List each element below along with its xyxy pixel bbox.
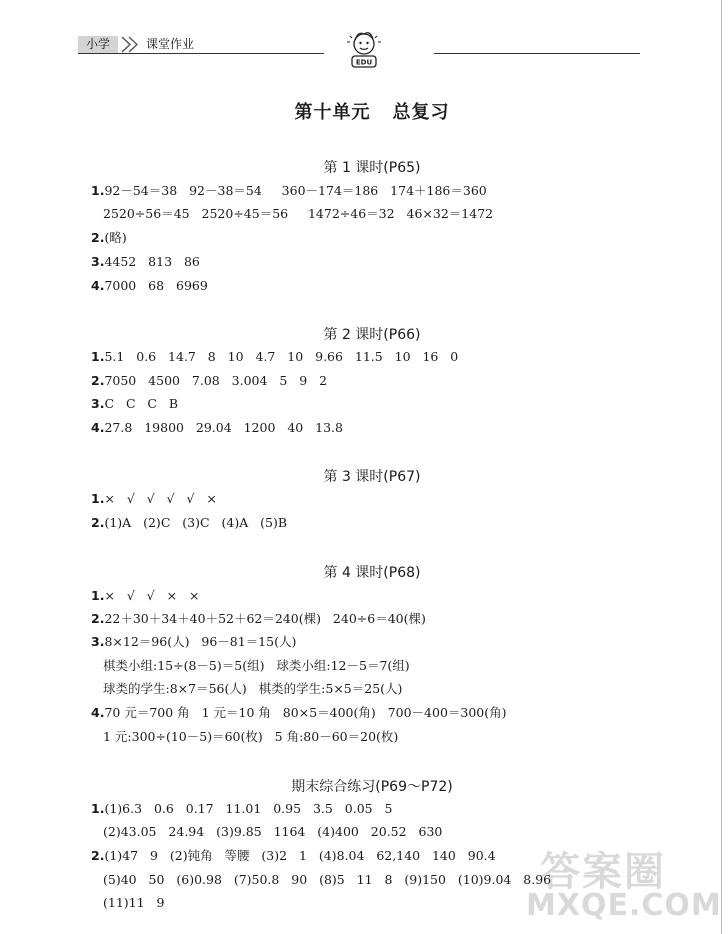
answer-text: × √ √ × × [104,588,200,603]
answer-line [103,681,402,697]
answer-line [91,491,217,507]
question-number: 2. [91,373,105,388]
answer-line [91,515,287,531]
question-number: 3. [91,634,105,649]
answer-line [103,729,398,745]
question-number: 1. [91,801,105,816]
answer-text: 5.1 0.6 14.7 8 10 4.7 10 9.66 11.5 10 16 0 [104,349,459,364]
answer-text: 球类的学生:8×7＝56(人) 棋类的学生:5×5＝25(人) [103,681,403,696]
answer-line [91,396,178,412]
answer-line [91,801,392,817]
answer-line [91,183,487,199]
answer-text: 27.8 19800 29.04 1200 40 13.8 [104,420,343,435]
answer-text: (1)47 9 (2)钝角 等腰 (3)2 1 (4)8.04 62,140 140 90.4 [104,848,496,863]
answer-text: (11)11 9 [103,895,165,910]
answer-line [91,634,296,650]
question-number: 1. [91,491,105,506]
answer-text: 8×12＝96(人) 96－81＝15(人) [104,634,297,649]
question-number: 2. [91,230,105,245]
header-subtitle: 课堂作业 [146,37,195,51]
title-part-1: 第十单元 [294,102,371,123]
header-rule-left [78,53,324,54]
mascot-sign: EDU [355,58,373,67]
header-tag: 小学 [78,36,118,53]
answer-text: (略) [104,230,127,245]
section-title: 期末综合练习(P69～P72) [291,779,453,795]
mascot-icon [340,28,388,76]
answer-text: 92－54＝38 92－38＝54 360－174＝186 174＋186＝360 [104,183,487,198]
question-number: 1. [91,588,105,603]
question-number: 2. [91,848,105,863]
answer-line [91,705,507,721]
question-number: 4. [91,420,105,435]
answer-text: 1 元:300÷(10－5)＝60(枚) 5 角:80－60＝20(枚) [103,729,399,744]
question-number: 1. [91,349,105,364]
answer-text: 7050 4500 7.08 3.004 5 9 2 [104,373,328,388]
answer-text: 4452 813 86 [104,254,200,269]
answer-line [103,206,493,222]
answer-text: 2520÷56＝45 2520÷45＝56 1472÷46＝32 46×32＝1472 [103,206,494,221]
answer-line [91,588,200,604]
answer-text: (5)40 50 (6)0.98 (7)50.8 90 (8)5 11 8 (9)150 (10)9.04 8.96 [103,872,552,887]
answer-text: 棋类小组:15÷(8－5)＝5(组) 球类小组:12－5＝7(组) [103,658,410,673]
answer-line [103,824,442,840]
question-number: 3. [91,396,105,411]
page-title [8,98,728,124]
answer-line [91,611,426,627]
question-number: 1. [91,183,105,198]
answer-text: C C C B [104,396,179,411]
question-number: 4. [91,705,105,720]
answer-text: (1)6.3 0.6 0.17 11.01 0.95 3.5 0.05 5 [104,801,393,816]
answer-line [103,658,410,674]
section-title: 第 1 课时(P65) [323,160,421,176]
watermark-bottom: MXQE.COM [526,888,722,923]
answer-text: (2)43.05 24.94 (3)9.85 1164 (4)400 20.52 630 [103,824,443,839]
answer-line [103,872,551,888]
question-number: 4. [91,278,105,293]
chevron-double-icon [120,36,142,53]
answer-line [91,349,458,365]
answer-line [91,278,208,294]
watermark-top: 答案圈 [540,849,666,895]
answer-line [91,848,496,864]
answer-line [91,373,327,389]
answer-text: 7000 68 6969 [104,278,208,293]
section-title: 第 2 课时(P66) [323,327,421,343]
answer-text: 70 元＝700 角 1 元＝10 角 80×5＝400(角) 700－400＝300(角) [104,705,507,720]
question-number: 3. [91,254,105,269]
section-title: 第 3 课时(P67) [323,469,421,485]
answer-text: (1)A (2)C (3)C (4)A (5)B [104,515,288,530]
answer-line [91,420,343,436]
title-part-2: 总复习 [392,102,450,123]
question-number: 2. [91,611,105,626]
answer-line [103,895,164,911]
header-rule-right [434,53,640,54]
question-number: 2. [91,515,105,530]
answer-line [91,254,200,270]
answer-line [91,230,127,246]
answer-text: 22＋30＋34＋40＋52＋62＝240(棵) 240÷6＝40(棵) [104,611,426,626]
section-title: 第 4 课时(P68) [323,565,421,581]
page-header [78,36,640,76]
watermark [526,840,722,930]
answer-text: × √ √ √ √ × [104,491,217,506]
